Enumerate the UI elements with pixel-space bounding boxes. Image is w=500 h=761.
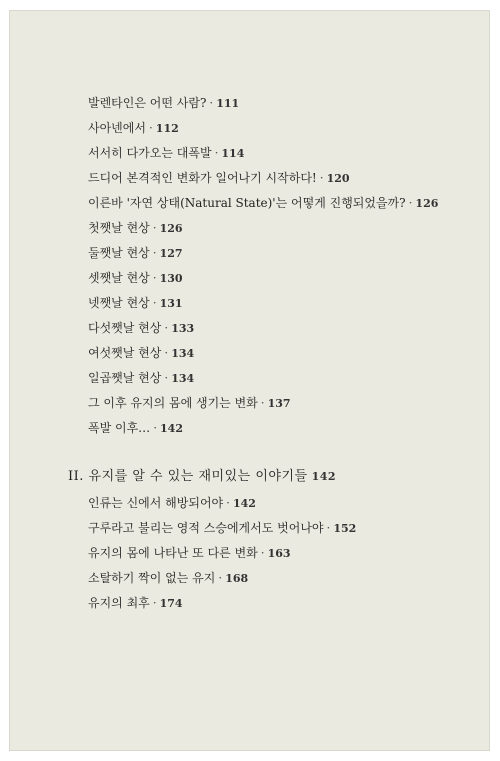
toc-entry-page: 134: [171, 347, 195, 360]
toc-separator: ·: [408, 196, 413, 210]
toc-separator: ·: [148, 121, 153, 135]
toc-entry-page: 142: [160, 422, 183, 435]
toc-entry-title: 유지의 최후: [88, 596, 150, 610]
toc-separator: ·: [153, 421, 158, 435]
toc-separator: ·: [260, 396, 265, 410]
toc-entry-page: 168: [225, 572, 249, 585]
book-page: [9, 10, 490, 751]
toc-entry-title: 넷쨋날 현상: [88, 296, 150, 310]
toc-entry: [88, 171, 350, 186]
toc-entry-page: 120: [326, 172, 350, 185]
toc-separator: ·: [164, 371, 169, 385]
toc-entry-title: 여섯쨋날 현상: [88, 346, 162, 360]
toc-entry-title: 폭발 이후…: [88, 421, 151, 435]
toc-entry: [88, 421, 183, 436]
toc-entry-page: 142: [232, 497, 256, 510]
toc-entry-page: 163: [267, 547, 291, 560]
toc-entry-title: 사아넨에서: [88, 121, 146, 135]
toc-entry-page: 133: [171, 322, 195, 335]
toc-entry-page: 111: [216, 97, 240, 110]
toc-entry: [88, 496, 256, 511]
toc-entry-page: 174: [159, 597, 183, 610]
toc-entry: [88, 271, 183, 286]
toc-separator: ·: [152, 596, 157, 610]
toc-separator: ·: [260, 546, 265, 560]
toc-entry: [88, 596, 183, 611]
toc-separator: ·: [152, 221, 157, 235]
toc-separator: ·: [218, 571, 223, 585]
toc-entry: [88, 346, 194, 361]
toc-entry-title: 유지의 몸에 나타난 또 다른 변화: [88, 546, 258, 560]
toc-entry-title: 다섯쨋날 현상: [88, 321, 162, 335]
toc-entry: [88, 121, 179, 136]
toc-separator: ·: [209, 96, 214, 110]
toc-separator: ·: [152, 246, 157, 260]
toc-entry: [88, 246, 183, 261]
toc-separator: ·: [214, 146, 219, 160]
section-heading-title: II. 유지를 알 수 있는 재미있는 이야기들: [68, 469, 308, 484]
toc-entry-page: 126: [415, 197, 439, 210]
toc-entry-page: 130: [159, 272, 183, 285]
toc-separator: ·: [152, 296, 157, 310]
toc-entry: [88, 196, 438, 211]
toc-separator: ·: [152, 271, 157, 285]
toc-entry-page: 137: [267, 397, 291, 410]
toc-entry: [88, 96, 239, 111]
toc-entry-page: 152: [333, 522, 357, 535]
toc-entry: [88, 146, 244, 161]
toc-entry-title: 일곱쨋날 현상: [88, 371, 162, 385]
toc-separator: ·: [326, 521, 331, 535]
toc-entry-title: 소탈하기 짝이 없는 유지: [88, 571, 216, 585]
toc-separator: ·: [164, 321, 169, 335]
toc-entry-title: 서서히 다가오는 대폭발: [88, 146, 212, 160]
table-of-contents: [10, 11, 489, 750]
section-heading-page: 142: [311, 470, 337, 483]
toc-entry-title: 셋쨋날 현상: [88, 271, 150, 285]
toc-entry-title: 드디어 본격적인 변화가 일어나기 시작하다!: [88, 171, 317, 185]
toc-entry-page: 112: [155, 122, 179, 135]
toc-entry-page: 134: [171, 372, 195, 385]
toc-entry-page: 114: [221, 147, 245, 160]
toc-section-heading: [68, 469, 336, 484]
toc-entry-title: 인류는 신에서 해방되어야: [88, 496, 224, 510]
toc-entry-page: 126: [159, 222, 183, 235]
toc-entry: [88, 371, 194, 386]
toc-separator: ·: [164, 346, 169, 360]
toc-entry-title: 이른바 '자연 상태(Natural State)'는 어떻게 진행되었을까?: [88, 196, 406, 210]
toc-entry: [88, 321, 194, 336]
toc-entry: [88, 546, 291, 561]
toc-entry: [88, 571, 248, 586]
toc-entry-title: 둘쨋날 현상: [88, 246, 150, 260]
toc-entry: [88, 396, 291, 411]
toc-entry-page: 131: [159, 297, 183, 310]
toc-entry-title: 발렌타인은 어떤 사람?: [88, 96, 207, 110]
toc-separator: ·: [319, 171, 324, 185]
toc-entry-title: 구루라고 불리는 영적 스승에게서도 벗어나야: [88, 521, 324, 535]
toc-entry-title: 그 이후 유지의 몸에 생기는 변화: [88, 396, 258, 410]
toc-entry: [88, 296, 183, 311]
toc-entry: [88, 221, 183, 236]
toc-separator: ·: [226, 496, 230, 510]
toc-entry: [88, 521, 356, 536]
toc-entry-page: 127: [159, 247, 183, 260]
toc-entry-title: 첫쨋날 현상: [88, 221, 150, 235]
